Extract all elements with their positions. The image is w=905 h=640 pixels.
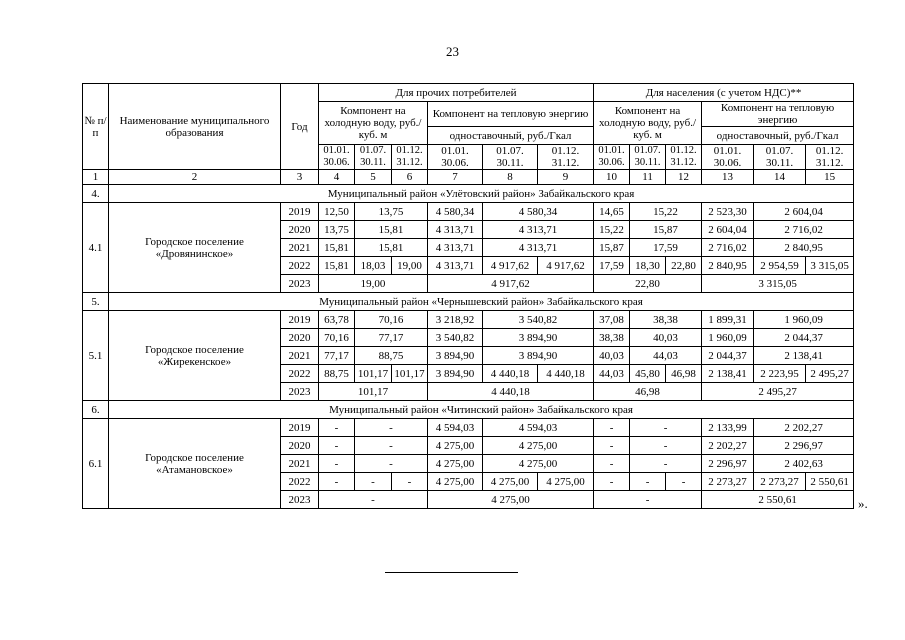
value-cell: 17,59 [594, 257, 630, 275]
year-cell: 2020 [281, 221, 319, 239]
column-numbers-row [83, 170, 854, 185]
column-number: 11 [630, 170, 666, 185]
value-cell: 22,80 [594, 275, 702, 293]
value-cell: - [630, 473, 666, 491]
value-cell: - [355, 419, 428, 437]
value-cell: 88,75 [355, 347, 428, 365]
value-cell: 4 440,18 [483, 365, 538, 383]
header-year: Год [281, 84, 319, 170]
value-cell: 2 044,37 [702, 347, 754, 365]
subsection-number: 5.1 [83, 311, 109, 401]
value-cell: 4 275,00 [428, 491, 594, 509]
year-cell: 2022 [281, 473, 319, 491]
value-cell: 4 917,62 [483, 257, 538, 275]
year-cell: 2022 [281, 257, 319, 275]
value-cell: 4 580,34 [428, 203, 483, 221]
header-water-other: Компонент на холодную воду, руб./куб. м [319, 102, 428, 145]
section-row [83, 401, 854, 419]
column-number: 8 [483, 170, 538, 185]
year-cell: 2021 [281, 239, 319, 257]
section-title: Муниципальный район «Улётовский район» Забайкальского края [109, 185, 854, 203]
value-cell: 4 275,00 [483, 473, 538, 491]
value-cell: 3 894,90 [483, 347, 594, 365]
value-cell: - [594, 419, 630, 437]
column-number: 10 [594, 170, 630, 185]
value-cell: 4 313,71 [428, 257, 483, 275]
year-cell: 2022 [281, 365, 319, 383]
subsection-number: 6.1 [83, 419, 109, 509]
value-cell: 2 550,61 [702, 491, 854, 509]
value-cell: - [630, 419, 702, 437]
value-cell: 2 133,99 [702, 419, 754, 437]
value-cell: 4 275,00 [483, 437, 594, 455]
value-cell: 2 523,30 [702, 203, 754, 221]
value-cell: 2 044,37 [754, 329, 854, 347]
period-water-population-2: 01.07. 30.11. [630, 145, 666, 170]
value-cell: 2 273,27 [754, 473, 806, 491]
value-cell: - [392, 473, 428, 491]
value-cell: 2 550,61 [806, 473, 854, 491]
year-cell: 2020 [281, 329, 319, 347]
value-cell: - [666, 473, 702, 491]
value-cell: 2 202,27 [702, 437, 754, 455]
section-title: Муниципальный район «Читинский район» Забайкальского края [109, 401, 854, 419]
value-cell: 101,17 [319, 383, 428, 401]
value-cell: 13,75 [355, 203, 428, 221]
value-cell: 4 313,71 [428, 239, 483, 257]
period-water-other-1: 01.01. 30.06. [319, 145, 355, 170]
value-cell: 18,03 [355, 257, 392, 275]
value-cell: 12,50 [319, 203, 355, 221]
value-cell: 77,17 [319, 347, 355, 365]
value-cell: 22,80 [666, 257, 702, 275]
section-row [83, 185, 854, 203]
value-cell: 14,65 [594, 203, 630, 221]
value-cell: 37,08 [594, 311, 630, 329]
value-cell: 101,17 [355, 365, 392, 383]
value-cell: 2 138,41 [702, 365, 754, 383]
value-cell: 2 604,04 [754, 203, 854, 221]
value-cell: 2 202,27 [754, 419, 854, 437]
value-cell: 4 313,71 [483, 239, 594, 257]
value-cell: 15,81 [319, 239, 355, 257]
value-cell: 38,38 [594, 329, 630, 347]
column-number: 13 [702, 170, 754, 185]
section-number: 6. [83, 401, 109, 419]
value-cell: - [355, 437, 428, 455]
value-cell: 70,16 [355, 311, 428, 329]
value-cell: 4 275,00 [538, 473, 594, 491]
municipality-name: Городское поселение «Жирекенское» [109, 311, 281, 401]
value-cell: 2 402,63 [754, 455, 854, 473]
year-cell: 2023 [281, 275, 319, 293]
period-heat-population-2: 01.07. 30.11. [754, 145, 806, 170]
value-cell: - [319, 491, 428, 509]
value-cell: 1 899,31 [702, 311, 754, 329]
column-number: 3 [281, 170, 319, 185]
section-title: Муниципальный район «Чернышевский район» Забайкальского края [109, 293, 854, 311]
year-cell: 2019 [281, 419, 319, 437]
column-number: 5 [355, 170, 392, 185]
value-cell: 2 495,27 [806, 365, 854, 383]
value-cell: 4 580,34 [483, 203, 594, 221]
value-cell: - [319, 437, 355, 455]
value-cell: 2 138,41 [754, 347, 854, 365]
value-cell: - [594, 455, 630, 473]
municipality-name: Городское поселение «Атамановское» [109, 419, 281, 509]
period-heat-other-2: 01.07. 30.11. [483, 145, 538, 170]
table-row [83, 203, 854, 221]
table-header [83, 84, 854, 185]
year-cell: 2021 [281, 455, 319, 473]
value-cell: 3 540,82 [483, 311, 594, 329]
header-heat-single-population: одноставочный, руб./Гкал [702, 127, 854, 145]
value-cell: 2 296,97 [754, 437, 854, 455]
value-cell: 15,81 [319, 257, 355, 275]
value-cell: 88,75 [319, 365, 355, 383]
value-cell: - [594, 491, 702, 509]
value-cell: 63,78 [319, 311, 355, 329]
value-cell: 2 840,95 [754, 239, 854, 257]
column-number: 12 [666, 170, 702, 185]
header-heat-single-other: одноставочный, руб./Гкал [428, 127, 594, 145]
value-cell: 4 440,18 [538, 365, 594, 383]
value-cell: 45,80 [630, 365, 666, 383]
value-cell: 70,16 [319, 329, 355, 347]
value-cell: 2 273,27 [702, 473, 754, 491]
value-cell: 4 594,03 [428, 419, 483, 437]
value-cell: - [355, 473, 392, 491]
value-cell: 38,38 [630, 311, 702, 329]
value-cell: 3 540,82 [428, 329, 483, 347]
period-water-population-1: 01.01. 30.06. [594, 145, 630, 170]
year-cell: 2020 [281, 437, 319, 455]
value-cell: 15,81 [355, 239, 428, 257]
column-number: 6 [392, 170, 428, 185]
period-water-population-3: 01.12. 31.12. [666, 145, 702, 170]
table-body [83, 185, 854, 509]
header-group-other: Для прочих потребителей [319, 84, 594, 102]
header-group-population: Для населения (с учетом НДС)** [594, 84, 854, 102]
header-water-population: Компонент на холодную воду, руб./куб. м [594, 102, 702, 145]
value-cell: 3 894,90 [428, 347, 483, 365]
value-cell: 2 840,95 [702, 257, 754, 275]
value-cell: 4 275,00 [428, 473, 483, 491]
column-number: 1 [83, 170, 109, 185]
value-cell: 1 960,09 [702, 329, 754, 347]
value-cell: 4 275,00 [483, 455, 594, 473]
section-row [83, 293, 854, 311]
header-num: № п/п [83, 84, 109, 170]
value-cell: 40,03 [594, 347, 630, 365]
value-cell: 4 275,00 [428, 437, 483, 455]
table-row [83, 311, 854, 329]
year-cell: 2023 [281, 383, 319, 401]
value-cell: 15,81 [355, 221, 428, 239]
year-cell: 2019 [281, 311, 319, 329]
value-cell: 2 495,27 [702, 383, 854, 401]
period-heat-other-3: 01.12. 31.12. [538, 145, 594, 170]
value-cell: 3 894,90 [483, 329, 594, 347]
header-heat-other: Компонент на тепловую энергию [428, 102, 594, 127]
value-cell: - [355, 455, 428, 473]
period-heat-other-1: 01.01. 30.06. [428, 145, 483, 170]
value-cell: 4 917,62 [428, 275, 594, 293]
value-cell: 4 275,00 [428, 455, 483, 473]
tariff-table [82, 83, 854, 509]
header-name: Наименование муниципального образования [109, 84, 281, 170]
section-number: 4. [83, 185, 109, 203]
value-cell: 15,22 [594, 221, 630, 239]
value-cell: 15,22 [630, 203, 702, 221]
column-number: 15 [806, 170, 854, 185]
table-row [83, 419, 854, 437]
value-cell: 77,17 [355, 329, 428, 347]
value-cell: - [630, 437, 702, 455]
value-cell: 2 954,59 [754, 257, 806, 275]
column-number: 2 [109, 170, 281, 185]
column-number: 9 [538, 170, 594, 185]
period-water-other-3: 01.12. 31.12. [392, 145, 428, 170]
municipality-name: Городское поселение «Дровянинское» [109, 203, 281, 293]
subsection-number: 4.1 [83, 203, 109, 293]
value-cell: 3 894,90 [428, 365, 483, 383]
value-cell: 101,17 [392, 365, 428, 383]
value-cell: 4 440,18 [428, 383, 594, 401]
year-cell: 2019 [281, 203, 319, 221]
value-cell: 2 223,95 [754, 365, 806, 383]
header-heat-population: Компонент на тепловую энергию [702, 102, 854, 127]
value-cell: 3 315,05 [702, 275, 854, 293]
column-number: 4 [319, 170, 355, 185]
column-number: 7 [428, 170, 483, 185]
year-cell: 2021 [281, 347, 319, 365]
value-cell: 3 218,92 [428, 311, 483, 329]
section-number: 5. [83, 293, 109, 311]
period-water-other-2: 01.07. 30.11. [355, 145, 392, 170]
value-cell: 18,30 [630, 257, 666, 275]
footnote-separator [385, 572, 518, 573]
period-heat-population-3: 01.12. 31.12. [806, 145, 854, 170]
value-cell: - [319, 455, 355, 473]
value-cell: - [319, 419, 355, 437]
value-cell: 44,03 [630, 347, 702, 365]
page-number: 23 [446, 44, 459, 59]
value-cell: 4 313,71 [428, 221, 483, 239]
value-cell: 15,87 [630, 221, 702, 239]
value-cell: 2 604,04 [702, 221, 754, 239]
value-cell: 46,98 [666, 365, 702, 383]
value-cell: 19,00 [319, 275, 428, 293]
value-cell: 1 960,09 [754, 311, 854, 329]
value-cell: - [594, 437, 630, 455]
value-cell: - [594, 473, 630, 491]
closing-quote-mark: ». [858, 496, 868, 511]
value-cell: 2 296,97 [702, 455, 754, 473]
value-cell: 13,75 [319, 221, 355, 239]
value-cell: - [319, 473, 355, 491]
value-cell: 4 917,62 [538, 257, 594, 275]
period-heat-population-1: 01.01. 30.06. [702, 145, 754, 170]
year-cell: 2023 [281, 491, 319, 509]
value-cell: 4 313,71 [483, 221, 594, 239]
column-number: 14 [754, 170, 806, 185]
value-cell: 15,87 [594, 239, 630, 257]
value-cell: 46,98 [594, 383, 702, 401]
value-cell: 17,59 [630, 239, 702, 257]
value-cell: 40,03 [630, 329, 702, 347]
value-cell: 19,00 [392, 257, 428, 275]
value-cell: 4 594,03 [483, 419, 594, 437]
value-cell: 2 716,02 [702, 239, 754, 257]
value-cell: - [630, 455, 702, 473]
value-cell: 3 315,05 [806, 257, 854, 275]
value-cell: 44,03 [594, 365, 630, 383]
value-cell: 2 716,02 [754, 221, 854, 239]
